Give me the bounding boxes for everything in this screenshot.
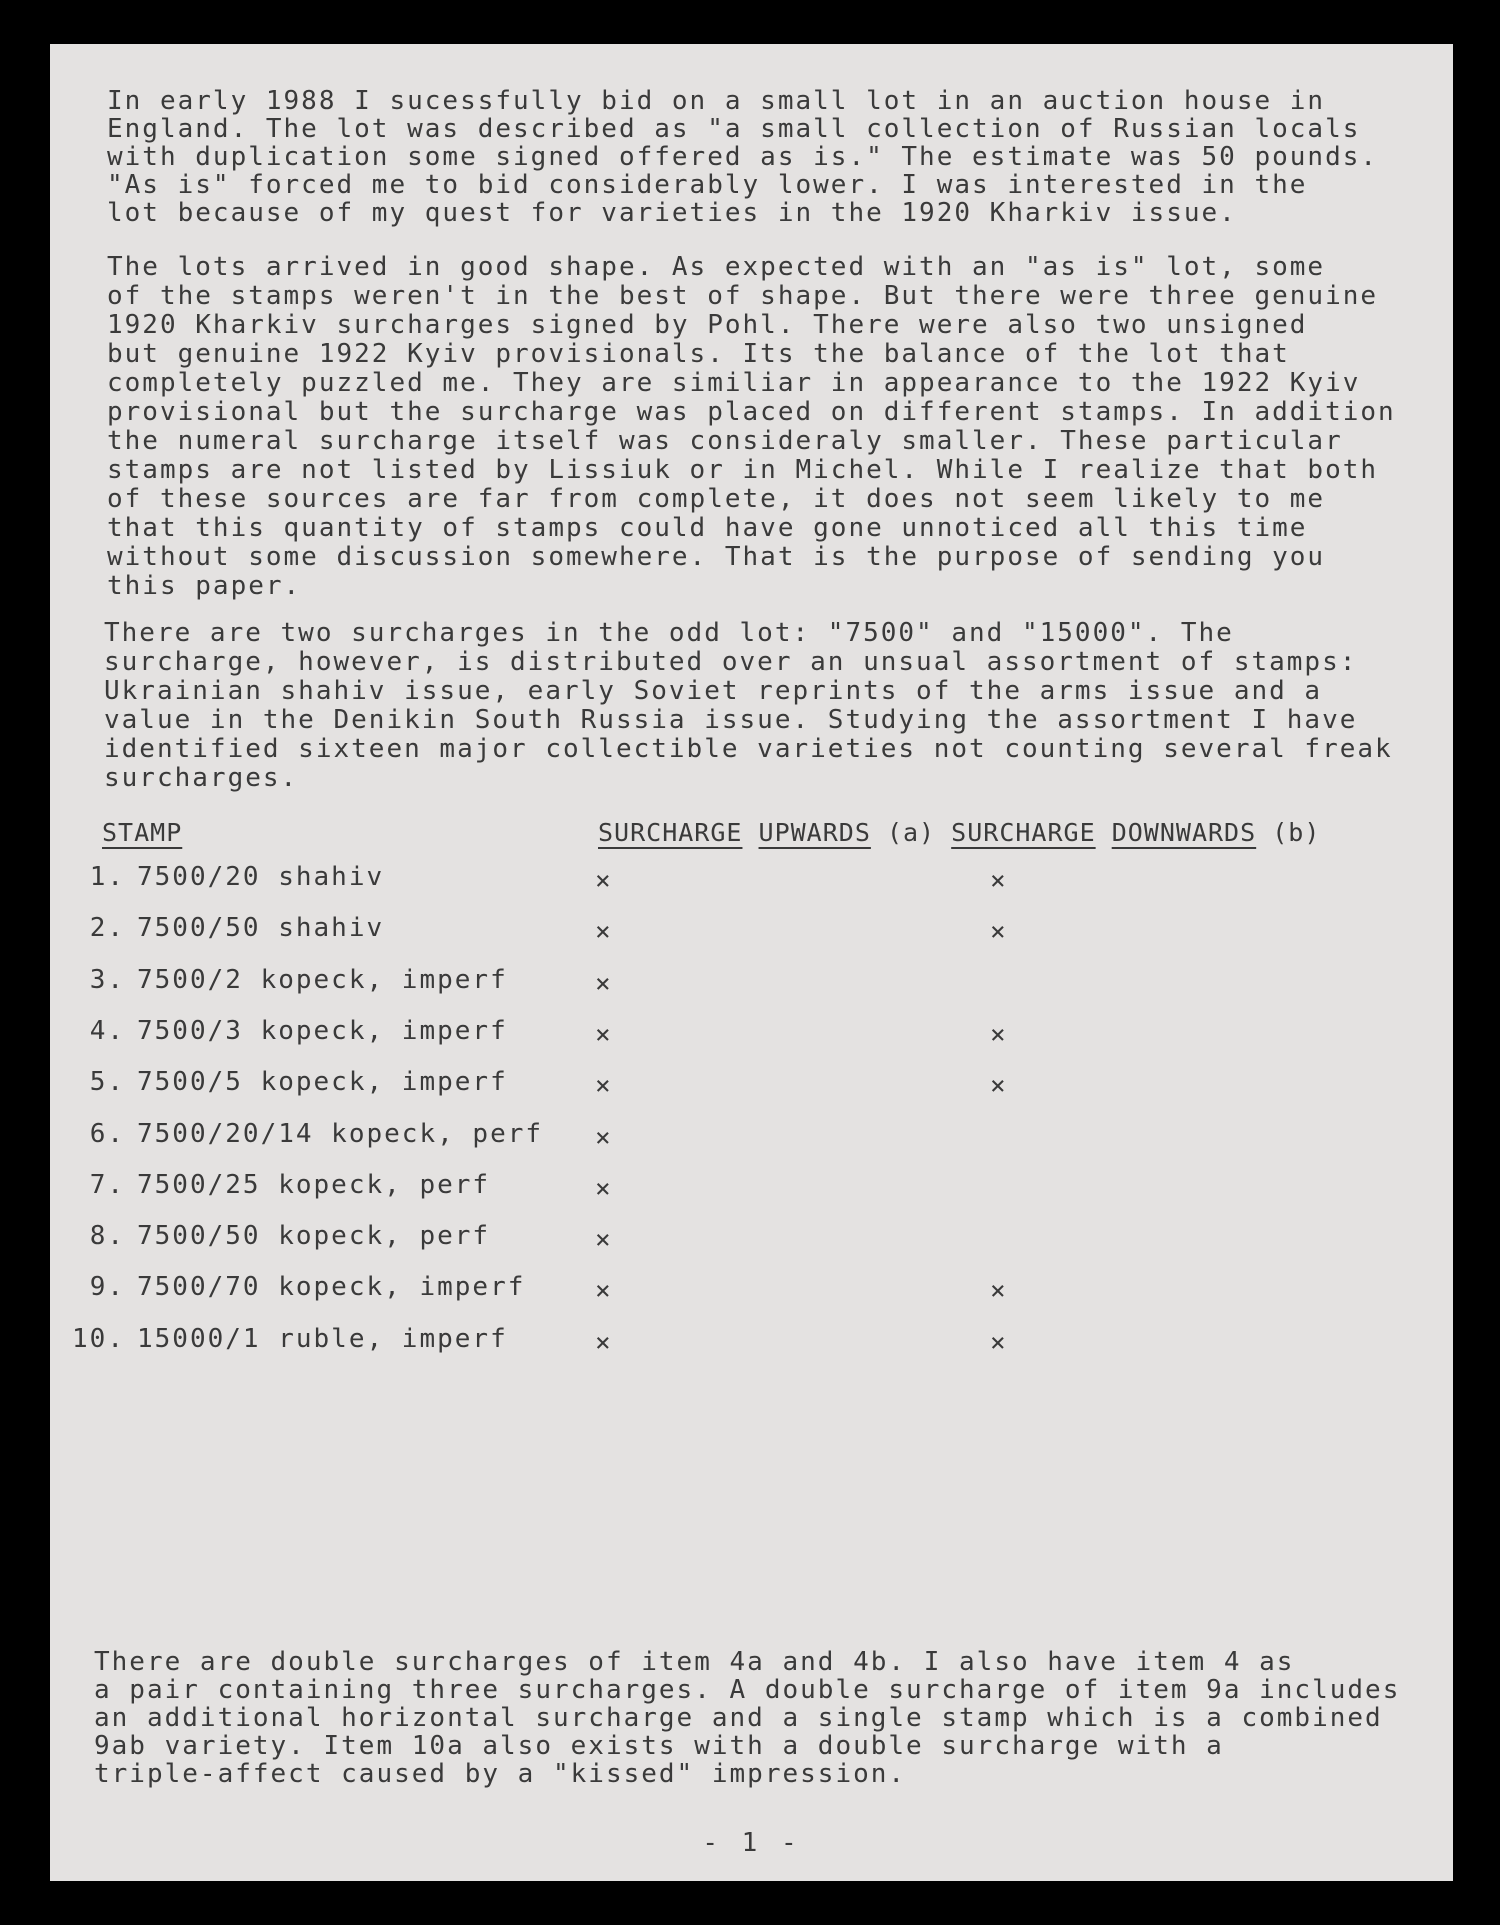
paragraph-line: 9ab variety. Item 10a also exists with a double surcharge with a	[94, 1731, 1224, 1761]
upwards-mark: ×	[595, 1276, 613, 1306]
row-stamp: 7500/25 kopeck, perf	[137, 1170, 491, 1200]
paragraph-line: this paper.	[107, 571, 302, 601]
downwards-mark: ×	[990, 1071, 1008, 1101]
paragraph-line: 1920 Kharkiv surcharges signed by Pohl. There were also two unsigned	[107, 310, 1308, 340]
upwards-mark: ×	[595, 969, 613, 999]
row-number: 6.	[89, 1119, 125, 1149]
upwards-mark: ×	[595, 1174, 613, 1204]
paragraph-line: stamps are not listed by Lissiuk or in Michel. While I realize that both	[107, 455, 1379, 485]
paragraph-line: without some discussion somewhere. That is the purpose of sending you	[107, 542, 1326, 572]
header-a: (a)	[886, 818, 936, 847]
header-surcharge: SURCHARGE	[598, 818, 743, 847]
paragraph-line: lot because of my quest for varieties in the 1920 Kharkiv issue.	[107, 198, 1237, 228]
downwards-mark: ×	[990, 1020, 1008, 1050]
paragraph-line: "As is" forced me to bid considerably lower. I was interested in the	[107, 170, 1308, 200]
row-number: 1.	[89, 862, 125, 892]
paragraph-line: There are double surcharges of item 4a and 4b. I also have item 4 as	[94, 1647, 1295, 1677]
page-number: - 1 -	[702, 1828, 801, 1858]
row-number: 9.	[89, 1272, 125, 1302]
row-stamp: 7500/20 shahiv	[137, 862, 385, 892]
paragraph-line: with duplication some signed offered as is." The estimate was 50 pounds.	[107, 142, 1379, 172]
table-header	[102, 818, 1442, 852]
downwards-mark: ×	[990, 866, 1008, 896]
upwards-mark: ×	[595, 1123, 613, 1153]
paragraph-line: In early 1988 I sucessfully bid on a small lot in an auction house in	[107, 86, 1326, 116]
row-number: 5.	[89, 1067, 125, 1097]
header-upwards: UPWARDS	[758, 818, 871, 847]
paragraph-line: The lots arrived in good shape. As expected with an "as is" lot, some	[107, 252, 1326, 282]
paragraph-line: surcharges.	[104, 763, 299, 793]
paragraph-line: completely puzzled me. They are similiar in appearance to the 1922 Kyiv	[107, 368, 1361, 398]
stamp-table	[65, 862, 1365, 1358]
paragraph-line: the numeral surcharge itself was consideraly smaller. These particular	[107, 426, 1343, 456]
header-b: (b)	[1272, 818, 1321, 847]
row-number: 3.	[89, 965, 125, 995]
upwards-mark: ×	[595, 866, 613, 896]
header-downwards: DOWNWARDS	[1111, 818, 1257, 847]
paragraph-line: identified sixteen major collectible varieties not counting several freak	[104, 734, 1393, 764]
upwards-mark: ×	[595, 1020, 613, 1050]
downwards-mark: ×	[990, 917, 1008, 947]
row-number: 4.	[89, 1016, 125, 1046]
paragraph-line: a pair containing three surcharges. A double surcharge of item 9a includes	[94, 1675, 1401, 1705]
upwards-mark: ×	[595, 1071, 613, 1101]
header-stamp: STAMP	[102, 818, 183, 847]
paragraph-line: of these sources are far from complete, it does not seem likely to me	[107, 484, 1326, 514]
paragraph-line: England. The lot was described as "a small collection of Russian locals	[107, 114, 1361, 144]
row-stamp: 7500/70 kopeck, imperf	[137, 1272, 526, 1302]
row-stamp: 7500/2 kopeck, imperf	[137, 965, 508, 995]
downwards-mark: ×	[990, 1328, 1008, 1358]
paragraph-line: of the stamps weren't in the best of shape. But there were three genuine	[107, 281, 1379, 311]
row-stamp: 7500/50 kopeck, perf	[137, 1221, 491, 1251]
row-number: 10.	[72, 1324, 125, 1354]
paragraph-line: Ukrainian shahiv issue, early Soviet reprints of the arms issue and a	[104, 676, 1323, 706]
row-stamp: 7500/20/14 kopeck, perf	[137, 1119, 544, 1149]
paragraph-line: provisional but the surcharge was placed on different stamps. In addition	[107, 397, 1396, 427]
paragraph-line: but genuine 1922 Kyiv provisionals. Its the balance of the lot that	[107, 339, 1290, 369]
row-stamp: 7500/50 shahiv	[137, 913, 385, 943]
paragraph-line: value in the Denikin South Russia issue. Studying the assortment I have	[104, 705, 1358, 735]
row-number: 8.	[89, 1221, 125, 1251]
upwards-mark: ×	[595, 917, 613, 947]
paragraph-line: that this quantity of stamps could have gone unnoticed all this time	[107, 513, 1308, 543]
upwards-mark: ×	[595, 1328, 613, 1358]
row-number: 2.	[89, 913, 125, 943]
paragraph-line: triple-affect caused by a "kissed" impression.	[94, 1759, 907, 1789]
upwards-mark: ×	[595, 1225, 613, 1255]
paragraph-line: surcharge, however, is distributed over an unsual assortment of stamps:	[104, 647, 1358, 677]
paragraph-line: an additional horizontal surcharge and a single stamp which is a combined	[94, 1703, 1383, 1733]
row-number: 7.	[89, 1170, 125, 1200]
paragraph-line: There are two surcharges in the odd lot: "7500" and "15000". The	[104, 618, 1234, 648]
header-surcharge: SURCHARGE	[951, 818, 1096, 847]
row-stamp: 7500/5 kopeck, imperf	[137, 1067, 508, 1097]
document-page	[50, 44, 1453, 1881]
downwards-mark: ×	[990, 1276, 1008, 1306]
row-stamp: 7500/3 kopeck, imperf	[137, 1016, 508, 1046]
row-stamp: 15000/1 ruble, imperf	[137, 1324, 508, 1354]
